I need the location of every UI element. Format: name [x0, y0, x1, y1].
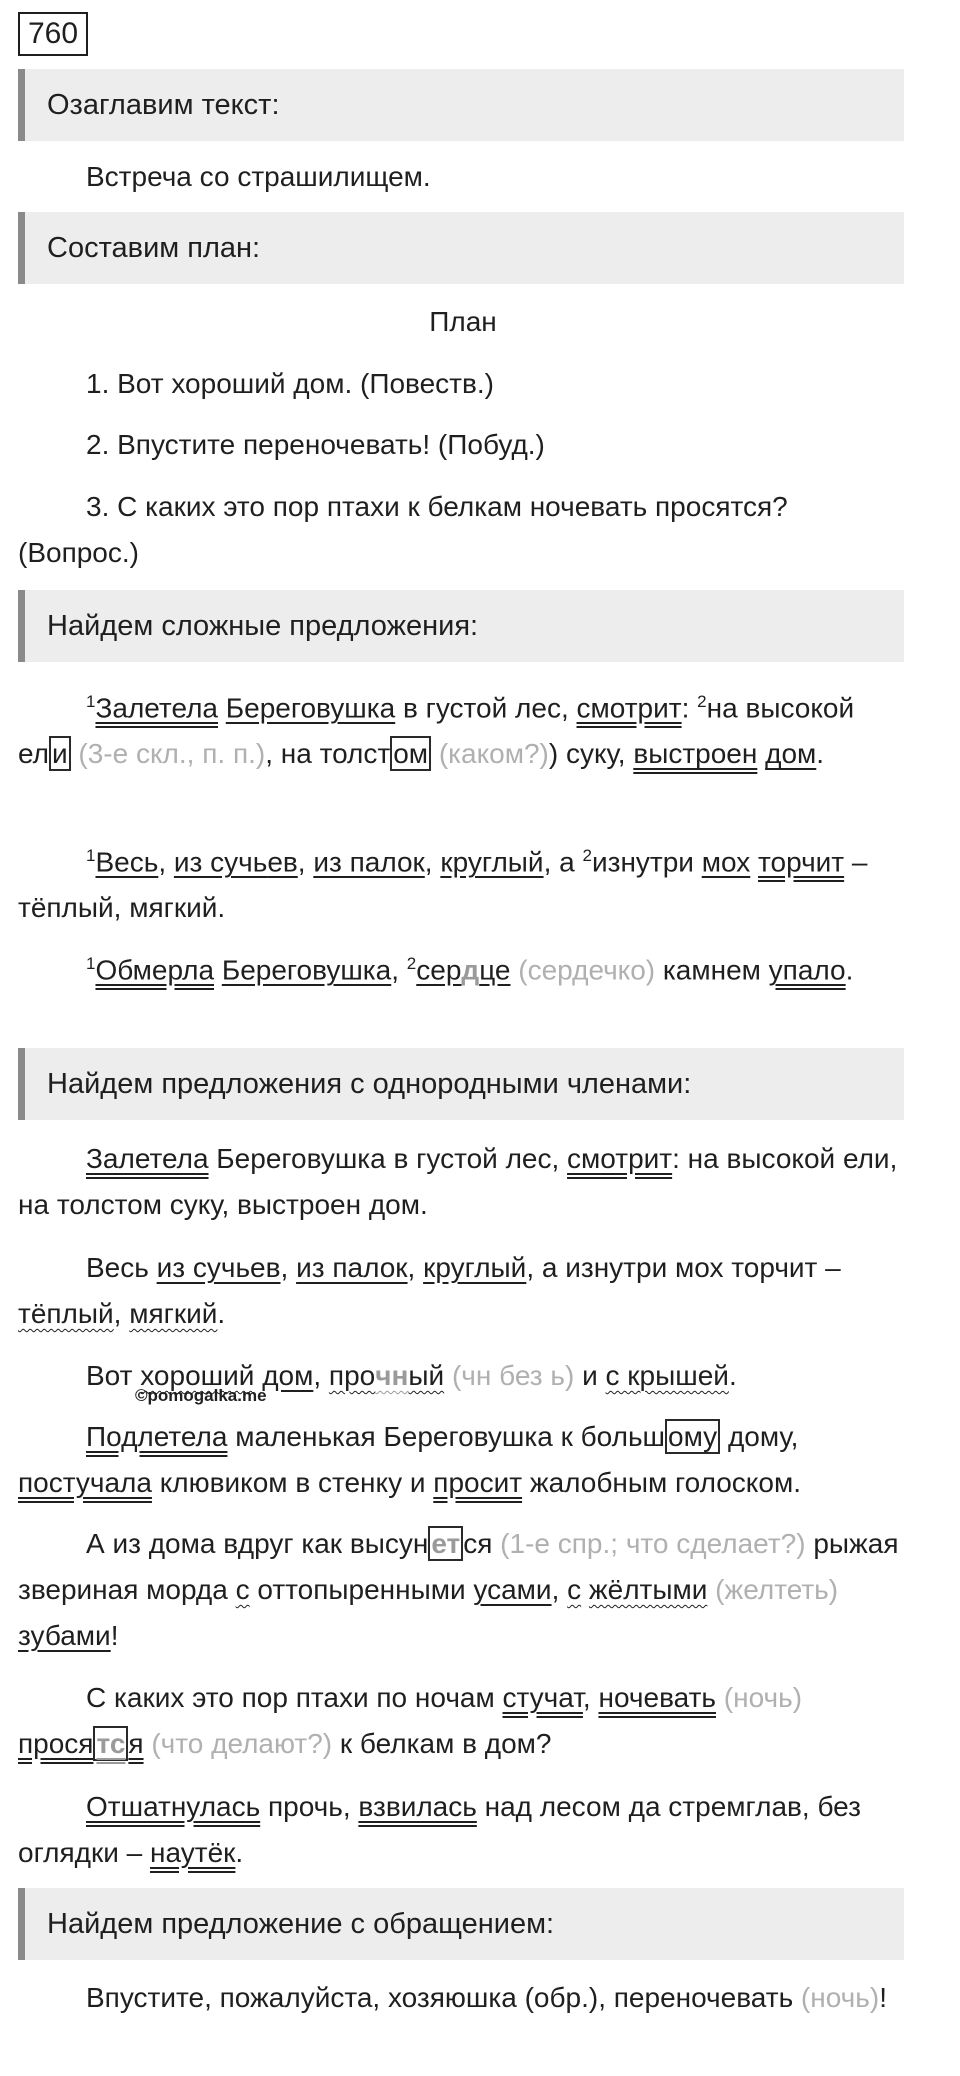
homogeneous-sentence-1: Залетела Береговушка в густой лес, смотрит: на высокой ели, на толстом суку, выстроен дом.	[18, 1143, 898, 1220]
header-title-task: Озаглавим текст:	[18, 69, 904, 141]
header-address-task: Найдем предложение с обращением:	[18, 1888, 904, 1960]
watermark: ©pomogalka.me	[135, 1386, 267, 1405]
exercise-number: 760	[18, 12, 88, 56]
header-homogeneous-task: Найдем предложения с однородными членами:	[18, 1048, 904, 1120]
header-plan-task: Составим план:	[18, 212, 904, 284]
complex-sentence-1: $^1$Залетела Береговушка в густой лес, смотрит: $^2$на высокой ел и (3-е скл., п. п.), на толст ом (каком?)) суку, выстроен дом.	[18, 692, 855, 770]
homogeneous-sentence-2: Весь из сучьев, из палок, круглый, а изнутри мох торчит – тёплый, мягкий.	[18, 1252, 841, 1329]
homogeneous-sentence-7: Отшатнулась прочь, взвилась над лесом да стремглав, без оглядки – наутёк.	[18, 1791, 861, 1868]
complex-sentence-2: $^1$Весь, из сучьев, из палок, круглый, а $^2$изнутри мох торчит – тёплый, мягкий.	[18, 846, 868, 924]
homogeneous-sentence-5: А из дома вдруг как высун ет ся (1-е спр.; что сделает?) рыжая звериная морда с оттопыренными усами, с жёлтыми (желтеть) зубами!	[18, 1528, 899, 1651]
plan-item-1: 1. Вот хороший дом. (Повеств.)	[86, 368, 494, 399]
homogeneous-sentence-4: Подлетела маленькая Береговушка к больш ому дому, постучала клювиком в стенку и просит жалобным голоском.	[18, 1421, 801, 1498]
homogeneous-sentence-3: Вот хороший дом, прочный (чн без ь) и с крышей.	[86, 1360, 737, 1391]
plan-heading: План	[429, 306, 497, 337]
plan-item-2: 2. Впустите переночевать! (Побуд.)	[86, 429, 545, 460]
address-sentence: Впустите, пожалуйста, хозяюшка (обр.), переночевать (ночь)!	[86, 1982, 887, 2013]
complex-sentence-3: $^1$Обмерла Береговушка, $^2$сердце (сердечко) камнем упало.	[86, 954, 854, 986]
header-complex-task: Найдем сложные предложения:	[18, 590, 904, 662]
title-answer: Встреча со страшилищем.	[86, 161, 431, 192]
plan-item-3: 3. С каких это пор птахи к белкам ночевать просятся? (Вопрос.)	[18, 491, 788, 568]
homogeneous-sentence-6: С каких это пор птахи по ночам стучат, ночевать (ночь) прося тс я (что делают?) к белкам в дом?	[18, 1682, 803, 1759]
